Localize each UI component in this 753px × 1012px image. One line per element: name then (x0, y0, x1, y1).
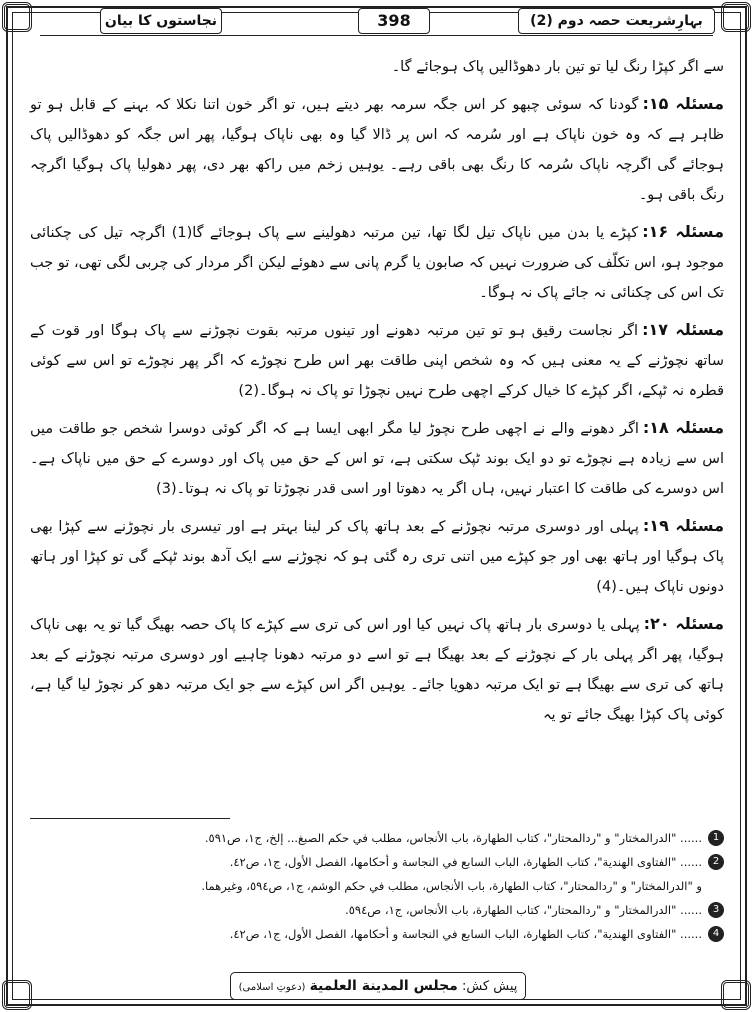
header-rule (40, 35, 713, 36)
footnote-number: 3 (708, 902, 724, 918)
footer-sub: (دعوتِ اسلامی) (238, 982, 306, 993)
footnote-text: ...... "الفتاوى الهندية"، كتاب الطهارة، الباب السابع في النجاسة و أحكامها، الفصل الأول، ج١، ص٤٢. (229, 855, 702, 869)
masala-label: مسئلہ ۱۷: (642, 320, 724, 339)
footnote-text: ...... "الدرالمختار" و "ردالمحتار"، كتاب الطهارة، باب الأنجاس، ج١، ص٥٩٤. (345, 903, 702, 917)
paragraph-text: پہلی اور دوسری مرتبہ نچوڑنے کے بعد ہاتھ پاک کر لینا بہتر ہے اور تیسری بار نچوڑنے سے کپڑا بھی پاک ہوگیا اور ہاتھ بھی اور جو کپڑے میں اتنی تری رہ گئی ہو کہ نچوڑنے سے ایک آدھ بوند ٹپکے گی تو کپڑا اور ہاتھ دونوں ناپاک ہیں۔(4) (30, 519, 724, 595)
paragraph (30, 413, 724, 504)
corner-ornament (721, 2, 751, 32)
corner-ornament (2, 2, 32, 32)
footer-organization: مجلس المدينة العلمية (309, 978, 458, 994)
paragraph (30, 511, 724, 602)
masala-label: مسئلہ ۲۰: (643, 614, 724, 633)
page-header (40, 8, 713, 34)
footnote (30, 898, 724, 922)
footnote (30, 922, 724, 946)
page-number: 398 (358, 8, 430, 34)
footnote-text: و "الدرالمختار" و "ردالمحتار"، كتاب الطهارة، باب الأنجاس، مطلب في حكم الوشم، ج١، ص٥٩٤، وغيرهما. (201, 879, 702, 893)
paragraph (30, 52, 724, 82)
paragraph-text: پہلی یا دوسری بار ہاتھ پاک نہیں کیا اور اس کی تری سے کپڑے کا پاک حصہ بھیگ گیا تو یہ بھی ناپاک ہوگیا، پھر اگر پہلی بار کے نچوڑنے کے بعد بھیگا ہے تو اسے دو مرتبہ دھونا چاہیے اور دوسری مرتبہ نچوڑنے کے بعد ہاتھ کی تری سے بھیگا ہے تو ایک مرتبہ دھویا جائے۔ یوہیں اگر اس کپڑے سے جو ایک مرتبہ دھو کر نچوڑ لیا گیا ہے، کوئی پاک کپڑا بھیگ جائے تو یہ (30, 617, 724, 723)
paragraph (30, 217, 724, 308)
corner-ornament (721, 980, 751, 1010)
footnote-text: ...... "الدرالمختار" و "ردالمحتار"، كتاب الطهارة، باب الأنجاس، مطلب في حكم الصبغ... إلخ، ج١، ص٥٩١. (204, 831, 702, 845)
book-title: بہارِشریعت حصہ دوم (2) (518, 8, 715, 34)
paragraph-text: اگر دھونے والے نے اچھی طرح نچوڑ لیا مگر ابھی ایسا ہے کہ اگر کوئی دوسرا شخص جو طاقت میں اس سے زیادہ ہے نچوڑے تو دو ایک بوند ٹپک سکتی ہے، تو اس کے حق میں پاک اور دوسرے کے حق میں ناپاک ہے۔ اس دوسرے کی طاقت کا اعتبار نہیں، ہاں اگر یہ دھوتا اور اسی قدر نچوڑتا تو پاک نہ ہوتا۔(3) (30, 421, 724, 497)
footnote (30, 874, 724, 898)
masala-label: مسئلہ ۱۸: (642, 418, 724, 437)
footnote-number: 2 (708, 854, 724, 870)
footnote-separator (30, 818, 230, 819)
paragraph (30, 89, 724, 210)
paragraph (30, 609, 724, 730)
paragraph (30, 315, 724, 406)
footnote (30, 850, 724, 874)
masala-label: مسئلہ ۱۵: (642, 94, 724, 113)
publisher-footer (230, 972, 526, 1000)
footnote-number: 4 (708, 926, 724, 942)
masala-label: مسئلہ ۱۹: (642, 516, 724, 535)
masala-label: مسئلہ ۱۶: (642, 222, 724, 241)
footer-prefix: پیش کش: (461, 979, 518, 994)
main-text (30, 52, 724, 737)
paragraph-text: اگر نجاست رقیق ہو تو تین مرتبہ دھونے اور تینوں مرتبہ بقوت نچوڑنے سے پاک ہوگا اور قوت کے ساتھ نچوڑنے کے یہ معنی ہیں کہ وہ شخص اپنی طاقت بھر اس طرح نچوڑے کہ اگر پھر نچوڑے تو اس سے کوئی قطرہ نہ ٹپکے، اگر کپڑے کا خیال کرکے اچھی طرح نہیں نچوڑا تو پاک نہ ہوگا۔(2) (30, 323, 724, 399)
footnotes (30, 826, 724, 946)
paragraph-text: سے اگر کپڑا رنگ لیا تو تین بار دھوڈالیں پاک ہوجائے گا۔ (391, 59, 724, 75)
section-title: نجاستوں کا بیان (100, 8, 222, 34)
paragraph-text: گودنا کہ سوئی چبھو کر اس جگہ سرمہ بھر دیتے ہیں، تو اگر خون اتنا نکلا کہ بہنے کے قابل ہو تو ظاہر ہے کہ وہ خون ناپاک ہے اور سُرمہ کہ اس پر ڈالا گیا وہ بھی ناپاک ہوگیا، پھر اس جگہ کو دھوڈالیں پاک ہوجائے گی اگرچہ ناپاک سُرمہ کا رنگ بھی باقی رہے۔ یوہیں زخم میں راکھ بھر دی، پھر دھولیا پاک ہوگیا اگرچہ رنگ باقی ہو۔ (30, 97, 724, 203)
corner-ornament (2, 980, 32, 1010)
paragraph-text: کپڑے یا بدن میں ناپاک تیل لگا تھا، تین مرتبہ دھولینے سے پاک ہوجائے گا(1) اگرچہ تیل کی چکنائی موجود ہو، اس تکلّف کی ضرورت نہیں کہ صابون یا گرم پانی سے دھوئے لیکن اگر مردار کی چربی لگی تھی، تو جب تک اس کی چکنائی نہ جائے پاک نہ ہوگا۔ (30, 225, 724, 301)
footnote (30, 826, 724, 850)
footnote-text: ...... "الفتاوى الهندية"، كتاب الطهارة، الباب السابع في النجاسة و أحكامها، الفصل الأول، ج١، ص٤٢. (229, 927, 702, 941)
footnote-number: 1 (708, 830, 724, 846)
